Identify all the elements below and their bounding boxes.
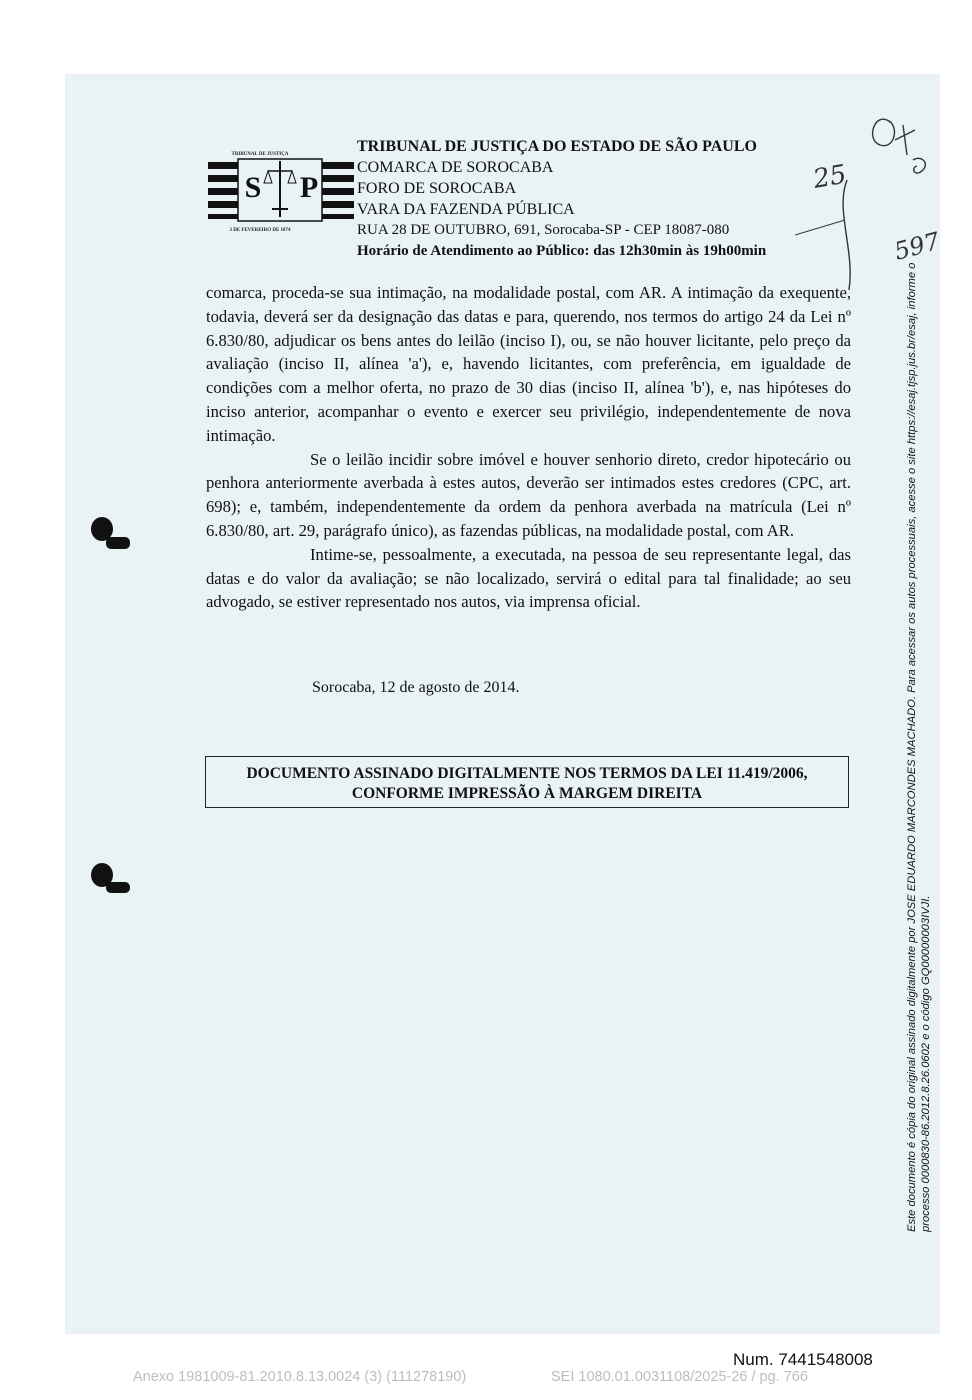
punch-hole-bottom (88, 862, 133, 902)
digital-signature-notice (205, 756, 849, 808)
annex-reference: Anexo 1981009-81.2010.8.13.0024 (3) (111278190) (133, 1369, 467, 1385)
sei-page-reference: SEI 1080.01.0031108/2025-26 / pg. 766 (551, 1369, 808, 1385)
paragraph-3: Intime-se, pessoalmente, a executada, na pessoa de seu representante legal, das datas e do valor da avaliação; se não localizado, servirá o edital para tal finalidade; ao seu advogado, se estiver representado nos autos, via imprensa oficial. (206, 544, 851, 612)
logo-top-text: TRIBUNAL DE JUSTIÇA (231, 152, 289, 157)
logo-letter-p: P (299, 171, 319, 204)
logo-letter-s: S (244, 171, 262, 204)
vara-line: VARA DA FAZENDA PÚBLICA (357, 201, 575, 218)
margin-authenticity-note (905, 152, 933, 1232)
signature-notice-line2: CONFORME IMPRESSÃO À MARGEM DIREITA (351, 785, 703, 802)
punch-hole-top (88, 515, 133, 555)
tjsp-logo (208, 147, 354, 235)
court-header (357, 136, 766, 262)
handwritten-mark-25: 25 (811, 159, 849, 195)
foro-line: FORO DE SOROCABA (357, 180, 517, 197)
signature-notice-line1: DOCUMENTO ASSINADO DIGITALMENTE NOS TERMOS DA LEI 11.419/2006, (246, 765, 808, 782)
address-line: RUA 28 DE OUTUBRO, 691, Sorocaba-SP - CEP 18087-080 (357, 222, 730, 238)
document-date: Sorocaba, 12 de agosto de 2014. (312, 679, 520, 696)
court-name: TRIBUNAL DE JUSTIÇA DO ESTADO DE SÃO PAULO (357, 138, 757, 155)
document-number: Num. 7441548008 (733, 1350, 873, 1369)
hours-line: Horário de Atendimento ao Público: das 12h30min às 19h00min (357, 243, 767, 259)
handwritten-mark-597: 597 (891, 226, 943, 266)
order-body (206, 281, 851, 614)
comarca-line: COMARCA DE SOROCABA (357, 159, 554, 176)
logo-bottom-text: 3 DE FEVEREIRO DE 1874 (229, 228, 291, 233)
margin-note-line1: Este documento é cópia do original assinado digitalmente por JOSE EDUARDO MARCONDES MACHADO. Para acessar os autos processuais, acesse o site https://esaj.tjsp.jus.br/esaj, informe o (906, 262, 918, 1232)
paragraph-2: Se o leilão incidir sobre imóvel e houver senhorio direto, credor hipotecário ou penhora anteriormente averbada à estes autos, deverão ser intimados estes credores (CPC, art. 698); e, também, independentemente da ordem da penhora averbada na matrícula (Lei nº 6.830/80, art. 29, parágrafo único), as fazendas públicas, na modalidade postal, com AR. (206, 449, 851, 540)
paragraph-1: comarca, proceda-se sua intimação, na modalidade postal, com AR. A intimação da exequente, todavia, deverá ser da designação das datas e para, querendo, nos termos do artigo 24 da Lei nº 6.830/80, adjudicar os bens antes do leilão (inciso I), ou, se não houver licitante, pelo preço da avaliação (inciso II, alínea 'a'), e, havendo licitantes, com preferência, em igualdade de condições com a melhor oferta, no prazo de 30 dias (inciso II, alínea 'b'), e, nas hipóteses do inciso anterior, acompanhar o evento e exercer seu privilégio, independentemente de nova intimação. (206, 283, 851, 445)
margin-note-line2: processo 0000830-86.2012.8.26.0602 e o código GQ00000003IVJI. (920, 895, 932, 1232)
